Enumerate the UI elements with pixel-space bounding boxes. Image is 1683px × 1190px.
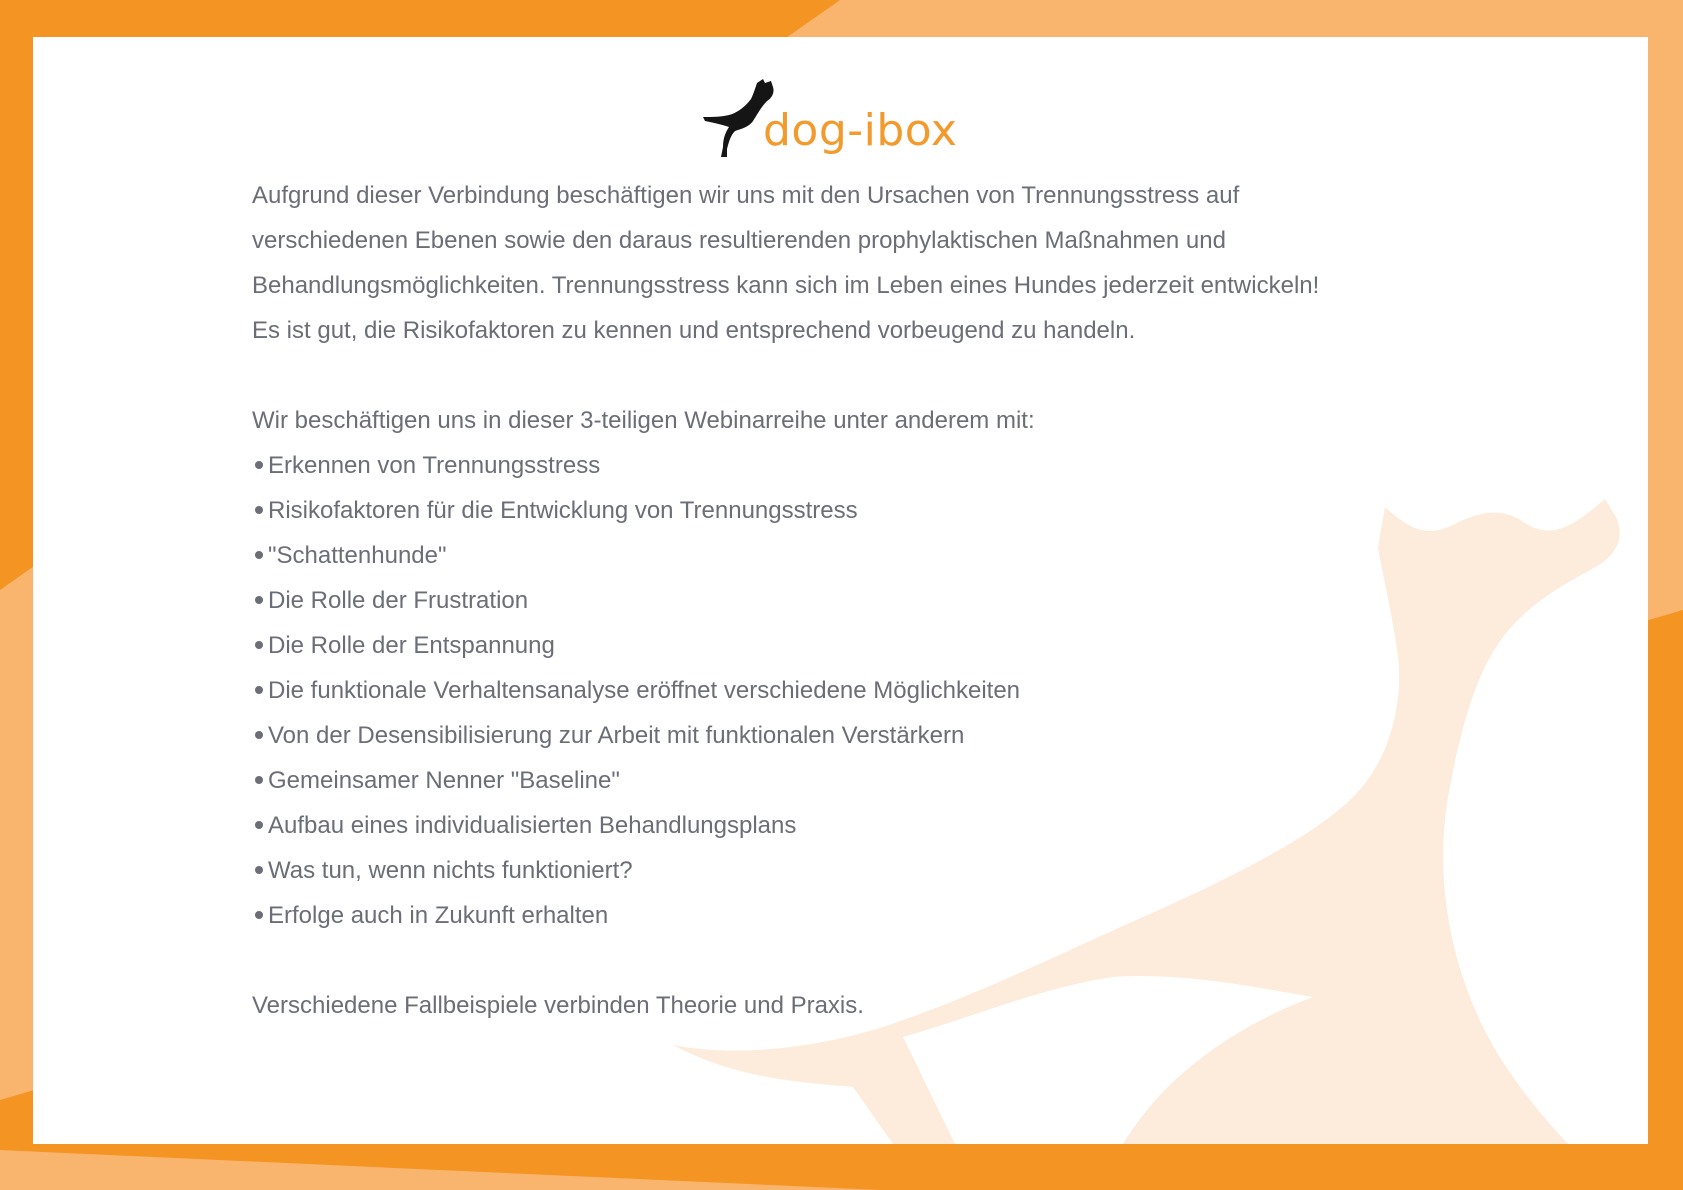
intro-line: verschiedenen Ebenen sowie den daraus resultierenden prophylaktischen Maßnahmen und xyxy=(252,227,1226,254)
topic-list xyxy=(252,443,1502,938)
list-item-text: Aufbau eines individualisierten Behandlungsplans xyxy=(268,812,797,839)
list-item-text: Die Rolle der Frustration xyxy=(268,587,529,614)
bullet-icon xyxy=(255,821,263,829)
list-item xyxy=(252,848,1502,893)
intro-paragraph xyxy=(252,173,1502,353)
bullet-icon xyxy=(255,506,263,514)
list-item-text: Was tun, wenn nichts funktioniert? xyxy=(268,857,633,884)
main-content xyxy=(252,173,1502,1028)
brand-logo xyxy=(701,69,957,159)
intro-line: Aufgrund dieser Verbindung beschäftigen wir uns mit den Ursachen von Trennungsstress auf xyxy=(252,182,1240,209)
list-item xyxy=(252,623,1502,668)
list-item xyxy=(252,803,1502,848)
list-item xyxy=(252,758,1502,803)
intro-line: Es ist gut, die Risikofaktoren zu kennen und entsprechend vorbeugend zu handeln. xyxy=(252,317,1136,344)
bullet-icon xyxy=(255,596,263,604)
list-item-text: Erfolge auch in Zukunft erhalten xyxy=(268,902,609,929)
bullet-icon xyxy=(255,911,263,919)
list-item xyxy=(252,713,1502,758)
list-item xyxy=(252,443,1502,488)
closing-text: Verschiedene Fallbeispiele verbinden Theorie und Praxis. xyxy=(252,992,864,1019)
list-item-text: Erkennen von Trennungsstress xyxy=(268,452,601,479)
list-item xyxy=(252,893,1502,938)
list-item xyxy=(252,578,1502,623)
bullet-icon xyxy=(255,461,263,469)
list-item-text: Die Rolle der Entspannung xyxy=(268,632,555,659)
bullet-icon xyxy=(255,866,263,874)
list-item xyxy=(252,488,1502,533)
list-item xyxy=(252,533,1502,578)
list-item-text: Die funktionale Verhaltensanalyse eröffnet verschiedene Möglichkeiten xyxy=(268,677,1021,704)
list-item-text: Gemeinsamer Nenner "Baseline" xyxy=(268,767,620,794)
intro-line: Behandlungsmöglichkeiten. Trennungsstress kann sich im Leben eines Hundes jederzeit entwickeln! xyxy=(252,272,1320,299)
bullet-icon xyxy=(255,731,263,739)
bullet-icon xyxy=(255,551,263,559)
list-item-text: Risikofaktoren für die Entwicklung von Trennungsstress xyxy=(268,497,858,524)
list-item xyxy=(252,668,1502,713)
list-item-text: "Schattenhunde" xyxy=(268,542,447,569)
bullet-icon xyxy=(255,641,263,649)
bullet-icon xyxy=(255,776,263,784)
bullet-icon xyxy=(255,686,263,694)
list-item-text: Von der Desensibilisierung zur Arbeit mit funktionalen Verstärkern xyxy=(268,722,965,749)
content-card xyxy=(33,37,1648,1144)
list-heading: Wir beschäftigen uns in dieser 3-teiligen Webinarreihe unter anderem mit: xyxy=(252,407,1035,434)
brand-logo-text: dog-ibox xyxy=(763,105,958,156)
